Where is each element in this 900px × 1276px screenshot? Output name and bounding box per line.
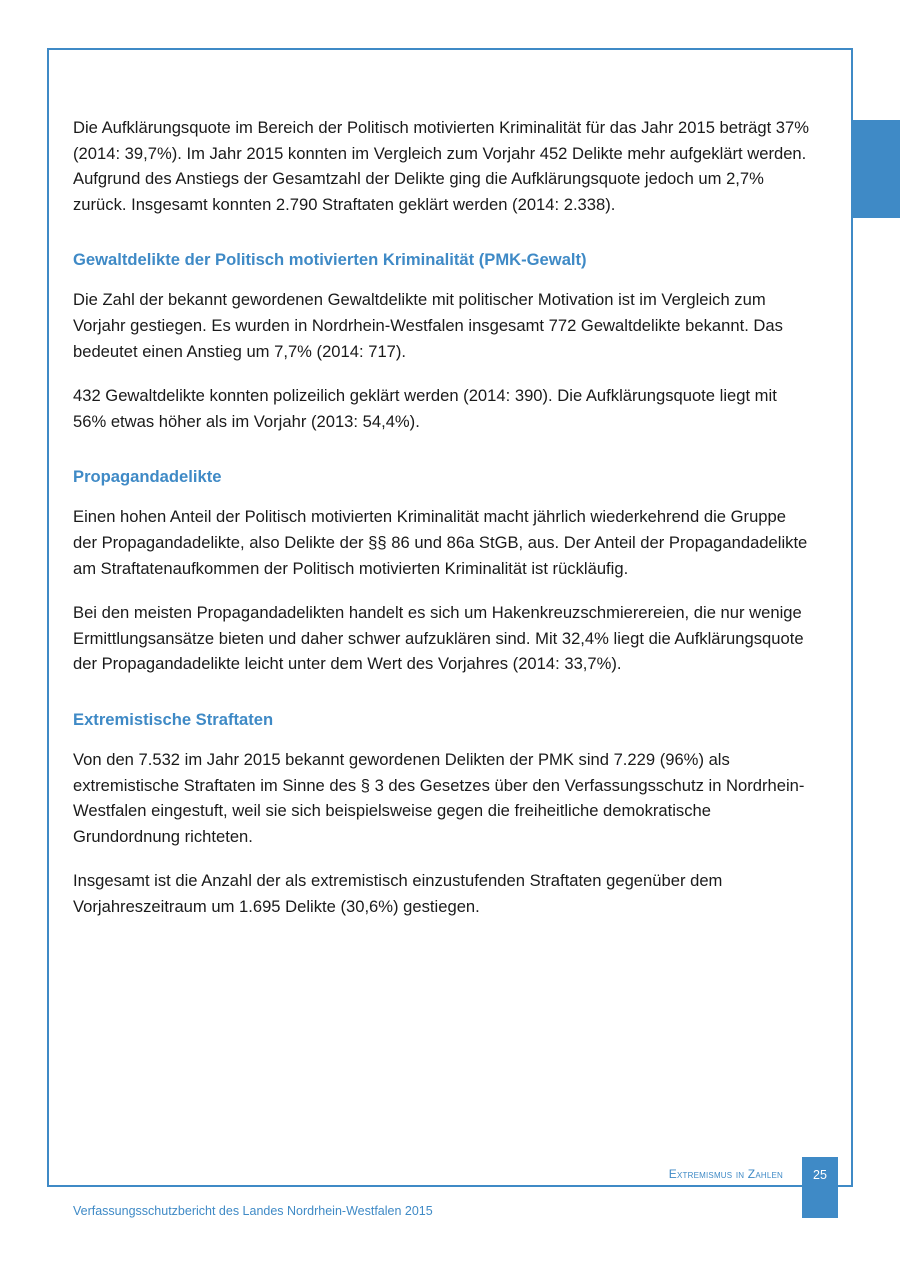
main-content	[73, 115, 813, 938]
page-number-box	[802, 1157, 838, 1218]
page-number: 25	[813, 1168, 827, 1182]
paragraph-aufklaerungsquote: Die Aufklärungsquote im Bereich der Politisch motivierten Kriminalität für das Jahr 2015 beträgt 37% (2014: 39,7%). Im Jahr 2015 konnten im Vergleich zum Vorjahr 452 Delikte mehr aufgeklärt werden. Aufgrund des Anstiegs der Gesamtzahl der Delikte ging die Aufklärungsquote jedoch um 2,7% zurück. Insgesamt konnten 2.790 Straftaten geklärt werden (2014: 2.338).	[73, 118, 810, 214]
chapter-side-tab	[853, 120, 900, 218]
paragraph-extremistische-anstieg: Insgesamt ist die Anzahl der als extremistisch einzustufenden Straftaten gegenüber dem Vorjahreszeitraum um 1.695 Delikte (30,6%) gestiegen.	[73, 871, 723, 916]
heading-propagandadelikte: Propagandadelikte	[73, 467, 222, 487]
paragraph-propaganda-quote: Bei den meisten Propagandadelikten handelt es sich um Hakenkreuzschmierereien, die nur wenige Ermittlungsansätze bieten und daher schwer aufzuklären sind. Mit 32,4% liegt die Aufklärungsquote der Propagandadelikte leicht unter dem Wert des Vorjahres (2014: 33,7%).	[73, 603, 804, 674]
paragraph-gewaltdelikte-geklaert: 432 Gewaltdelikte konnten polizeilich geklärt werden (2014: 390). Die Aufklärungsquote liegt mit 56% etwas höher als im Vorjahr (2013: 54,4%).	[73, 386, 777, 431]
footer-section-title: Extremismus in Zahlen	[668, 1167, 783, 1181]
heading-extremistische-straftaten: Extremistische Straftaten	[73, 709, 274, 729]
paragraph-gewaltdelikte-anstieg: Die Zahl der bekannt gewordenen Gewaltdelikte mit politischer Motivation ist im Vergleich zum Vorjahr gestiegen. Es wurden in Nordrhein-Westfalen insgesamt 772 Gewaltdelikte bekannt. Das bedeutet einen Anstieg um 7,7% (2014: 717).	[73, 290, 783, 361]
heading-pmk-gewalt: Gewaltdelikte der Politisch motivierten Kriminalität (PMK-Gewalt)	[73, 250, 587, 270]
footer-publication-title: Verfassungsschutzbericht des Landes Nordrhein-Westfalen 2015	[73, 1204, 433, 1218]
paragraph-extremistische-einstufung: Von den 7.532 im Jahr 2015 bekannt gewordenen Delikten der PMK sind 7.229 (96%) als extremistische Straftaten im Sinne des § 3 des Gesetzes über den Verfassungsschutz in Nordrhein-Westfalen eingestuft, weil sie sich beispielsweise gegen die freiheitliche demokratische Grundordnung richteten.	[73, 749, 805, 846]
paragraph-propaganda-anteil: Einen hohen Anteil der Politisch motivierten Kriminalität macht jährlich wiederkehrend die Gruppe der Propagandadelikte, also Delikte der §§ 86 und 86a StGB, aus. Der Anteil der Propagandadelikte am Straftatenaufkommen der Politisch motivierten Kriminalität ist rückläufig.	[73, 507, 808, 578]
